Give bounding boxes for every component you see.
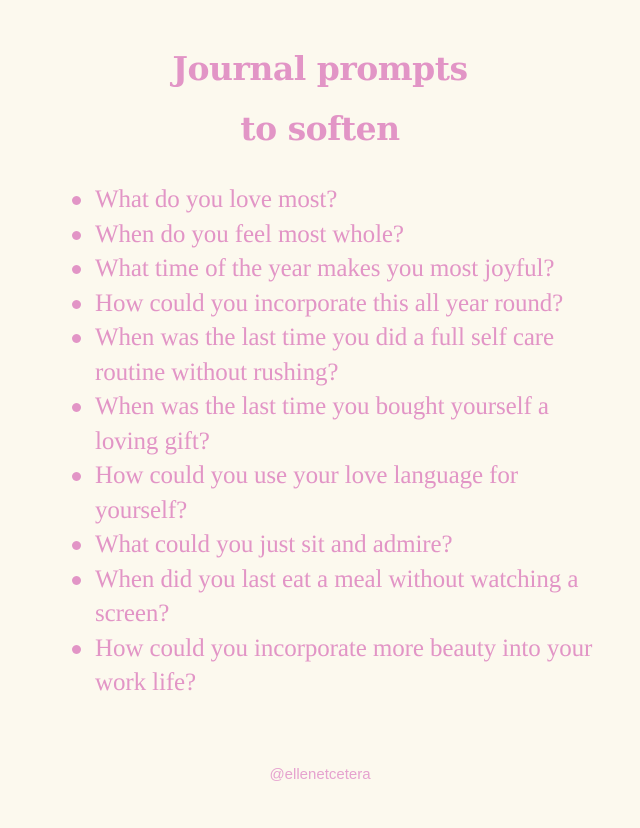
prompt-text: How could you incorporate this all year round? — [95, 289, 564, 317]
bullet-dot-icon — [72, 265, 81, 274]
bullet-dot-icon — [72, 576, 81, 585]
title-line-2: to soften — [240, 109, 400, 148]
bullet-dot-icon — [72, 645, 81, 654]
prompt-text: When was the last time you bought yourself a loving gift? — [95, 393, 549, 455]
bullet-dot-icon — [72, 300, 81, 309]
prompt-text: How could you use your love language for yourself? — [95, 462, 518, 524]
prompt-text: How could you incorporate more beauty into your work life? — [95, 634, 593, 696]
prompt-list — [0, 183, 640, 701]
list-item — [0, 632, 640, 701]
bullet-dot-icon — [72, 472, 81, 481]
list-item — [0, 287, 640, 322]
list-item — [0, 321, 640, 390]
bullet-dot-icon — [72, 196, 81, 205]
bullet-dot-icon — [72, 231, 81, 240]
prompt-text: When do you feel most whole? — [95, 220, 404, 248]
list-item — [0, 390, 640, 459]
author-handle: @ellenetcetera — [269, 766, 371, 783]
list-item — [0, 563, 640, 632]
list-item — [0, 528, 640, 563]
bullet-dot-icon — [72, 541, 81, 550]
prompt-text: When did you last eat a meal without watching a screen? — [95, 565, 579, 627]
prompt-text: What could you just sit and admire? — [95, 531, 453, 558]
list-item — [0, 218, 640, 253]
prompt-text: What do you love most? — [95, 186, 338, 213]
bullet-dot-icon — [72, 334, 81, 343]
prompt-text: When was the last time you did a full self care routine without rushing? — [95, 324, 555, 386]
prompt-text: What time of the year makes you most joyful? — [95, 255, 555, 282]
list-item — [0, 183, 640, 218]
list-item — [0, 252, 640, 287]
list-item — [0, 459, 640, 528]
bullet-dot-icon — [72, 403, 81, 412]
title-line-1: Journal prompts — [172, 49, 468, 88]
